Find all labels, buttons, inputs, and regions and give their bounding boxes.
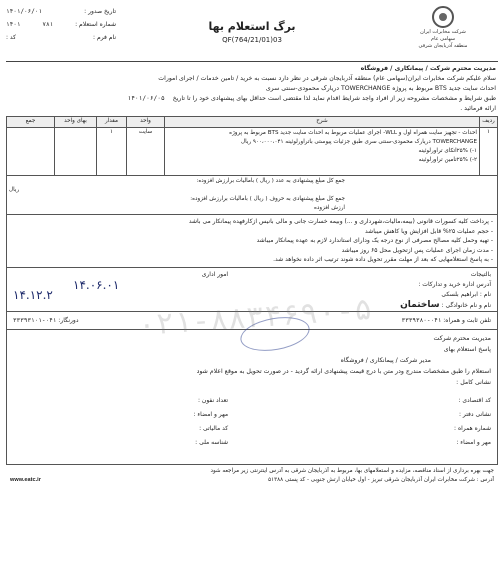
phone-value: ۰۴۱-۳۳۳۹۳۸۰ (401, 316, 442, 324)
form-page-label: کد : (6, 34, 16, 41)
company-region-line: منطقه آذربایجان شرقی (418, 43, 468, 49)
form-title-block (116, 4, 388, 44)
response-text: استعلام را طبق مشخصات مندرج ودر متن با درج قیمت پیشنهادی ارائه گردید - در صورت تحویل به موقع اعلام شود (196, 367, 491, 375)
signature-section (6, 268, 498, 312)
inquiry-number-row (6, 21, 116, 28)
sum-cell (7, 176, 498, 215)
website-link[interactable]: www.eatc.ir (10, 476, 41, 483)
items-header-row (7, 117, 498, 128)
inquiry-number-value: ۷۸۱ (42, 21, 54, 28)
phone-count-field[interactable]: تعداد نفون : (197, 396, 229, 404)
terms-text: طبق شرایط و مشخصات مشروحه زیر از افراد واجد شرایط اقدام نماید لذا مقتضی است حداقل بهای پیشنهادی خود را تا تاریخ (172, 95, 496, 102)
name-label: نام : (479, 290, 491, 298)
issue-date-value: ۱۴۰۱/۰۶/۰۱ (6, 8, 43, 15)
sum-number-label: جمع کل مبلغ پیشنهادی به عدد ( ریال ) بامالیات برارزش افزوده: (196, 178, 345, 184)
col-unit-header: واحد (127, 117, 165, 128)
footer-address: آدرس : شرکت مخابرات ایران آذربایجان شرقی تبریز - اول خیابان ارتش جنوبی - کد پستی ۵۱۳۸۸ (268, 476, 494, 483)
form-name-row (6, 34, 116, 41)
response-recipient: مدیریت محترم شرکت (433, 334, 491, 342)
col-index-header: ردیف (480, 117, 498, 128)
desc-line-3: ۱-) ۲۵%اتکای تراورلوئینه (418, 148, 477, 154)
handwritten-date-mid: ۱۴.۰۶.۰۱ (73, 277, 120, 292)
items-table (6, 116, 498, 215)
response-fields (13, 394, 491, 450)
tax-code-field[interactable]: کد مالیاتی : (199, 424, 229, 432)
response-company: مدیر شرکت / پیمانکاری / فروشگاه (340, 356, 431, 364)
document-footer (6, 467, 498, 485)
signature-right-col (276, 270, 491, 309)
col-unit-price-header: بهای واحد (55, 117, 97, 128)
intro-section (6, 62, 498, 114)
phone-watermark: ۰۲۱-۸۸۳۴۶۹۰-۵ (136, 291, 374, 344)
desc-line-2: TOWERCHANGE دریارک محمودی-سنتی سری طبق جزئیات پیوستی باتراورلوئینه ۹۰۰،۰۰۰،۰۴۱ ریال (241, 139, 477, 145)
form-title: برگ استعلام بها (208, 20, 296, 33)
row-description (165, 128, 480, 176)
vat-label: ارزش افزوده (313, 205, 345, 211)
col-desc-header: شرح (165, 117, 480, 128)
mobile-field[interactable]: شماره همراه : (454, 424, 491, 432)
fax-value: ۰۴۱-۳۳۳۹۳۱۰۱ (13, 316, 57, 324)
sum-words-label: جمع کل مبلغ پیشنهادی به حروف ( ریال ) بامالیات برارزش افزوده: (190, 196, 345, 202)
fax-label: دورنگار: (58, 316, 79, 324)
inquiry-number-label: شماره استعلام : (75, 21, 116, 28)
condition-item: - پرداخت کلیه کسورات قانونی (بیمه،مالیات،شهرداری و ...) وبیمه خسارت جانی و مالی بانیس ازکارفهده پیمانکار می باشد (188, 218, 493, 225)
national-id-field[interactable]: شناسه ملی : (195, 438, 229, 446)
office-address-field[interactable]: نشانی دفتر : (458, 410, 491, 418)
role-value: امور اداری (201, 270, 229, 278)
issue-date-row (6, 8, 116, 15)
deadline-date: ۱۴۰۱/۰۶/۰۵ (127, 95, 165, 102)
fax-group (13, 317, 79, 324)
response-title: پاسخ استعلام بهای (443, 345, 491, 353)
recipient-line: مدیریت محترم شرکت / پیمانکاری / فروشگاه (360, 65, 496, 72)
economic-code-field[interactable]: کد اقتصادی : (458, 396, 491, 404)
response-fields-left (13, 394, 228, 450)
submit-line: ارائه فرمائید . (460, 105, 496, 112)
condition-item: - تهیه وحمل کلیه مصالح مصرفی از نوع درجه یک ودارای استاندارد لازم به عهده پیمانکار میباشد (256, 237, 493, 244)
desc-line-1: احداث - تجهیز سایت همراه اول و WLL- اجرای عملیات مربوط به احداث سایت جدید BTS مربوط به پروژه (229, 130, 477, 136)
footer-bottom-row (10, 476, 494, 485)
seal-field[interactable]: مهر و امضاء : (193, 410, 229, 418)
company-logo-block (388, 4, 498, 49)
document-header (6, 4, 498, 62)
full-address-label[interactable]: نشانی کامل : (456, 378, 491, 386)
purchase-office-label: آدرس اداره خرید و تدارکات : (418, 280, 491, 288)
company-type-line: سهامی عام (430, 36, 456, 42)
footer-note: جهت بهره برداری از اسناد مناقصه، مزایده و استعلامهای بها، مربوط به آذربایجان شرقی به آدرس اینترنتی زیر مراجعه شود (210, 467, 494, 474)
table-row (7, 128, 498, 176)
issue-date-label: تاریخ صدور : (84, 8, 116, 15)
phone-label: تلفن ثابت و همراه: (443, 316, 491, 324)
col-qty-header: مقدار (97, 117, 127, 128)
sum-row (7, 176, 498, 215)
row-index: ۱ (480, 128, 498, 176)
sum-currency: ریال (9, 187, 20, 193)
attachments-label: بالتیجات (470, 270, 491, 278)
inquiry-year-value: ۱۴۰۱ (6, 21, 21, 28)
project-line: احداث سایت جدید BTS مربوط به پروژه TOWERCHANGE دریارک محمودی-سنتی سری (265, 85, 496, 92)
response-fields-right (276, 394, 491, 450)
handwritten-date-left: ۱۴.۱۲.۲ (13, 287, 53, 302)
company-name-line: شرکت مخابرات ایران (420, 29, 466, 35)
response-section (6, 330, 498, 465)
row-unit-price[interactable] (55, 128, 97, 176)
row-unit: سایت (127, 128, 165, 176)
signer-value: ساختمان (400, 299, 440, 310)
phone-group (402, 317, 491, 324)
telecom-logo-icon (432, 6, 454, 28)
conditions-section (6, 215, 498, 268)
row-total[interactable] (7, 128, 55, 176)
condition-item: - حجم عملیات ۲۵% قابل افزایش ویا کاهش میباشد (365, 227, 493, 235)
name-value: ابراهیم بلسکی (441, 290, 478, 298)
signature-left-col (13, 270, 228, 309)
form-name-label: نام فرم : (93, 34, 116, 41)
form-meta-block (6, 4, 116, 47)
form-code: QF(764/21/01)03 (222, 36, 282, 44)
terms-line (8, 94, 496, 104)
condition-item: - به پاسخ استعلامهایی که بعد از مهلت مقرر تحویل داده شوند ترتیب اثر داده نخواهد شد. (273, 256, 493, 263)
desc-line-4: ۲-) ۲۵%تامین تراورلوئینه (418, 157, 477, 163)
signer-label: نام و نام خانوادگی : (441, 301, 491, 309)
stamp-signature-field[interactable]: مهر و امضاء : (456, 438, 491, 446)
condition-item: - مدت زمان اجرای عملیات پس ازتحویل محل ۶۵ روز میباشد (341, 246, 493, 254)
greeting-line: سلام علیکم شرکت مخابرات ایران(سهامی عام) منطقه آذربایجان شرقی در نظر دارد نسبت به خرید / تامین خدمات / اجرای امورات (158, 75, 496, 82)
row-qty: ۱ (97, 128, 127, 176)
col-total-header: جمع (7, 117, 55, 128)
